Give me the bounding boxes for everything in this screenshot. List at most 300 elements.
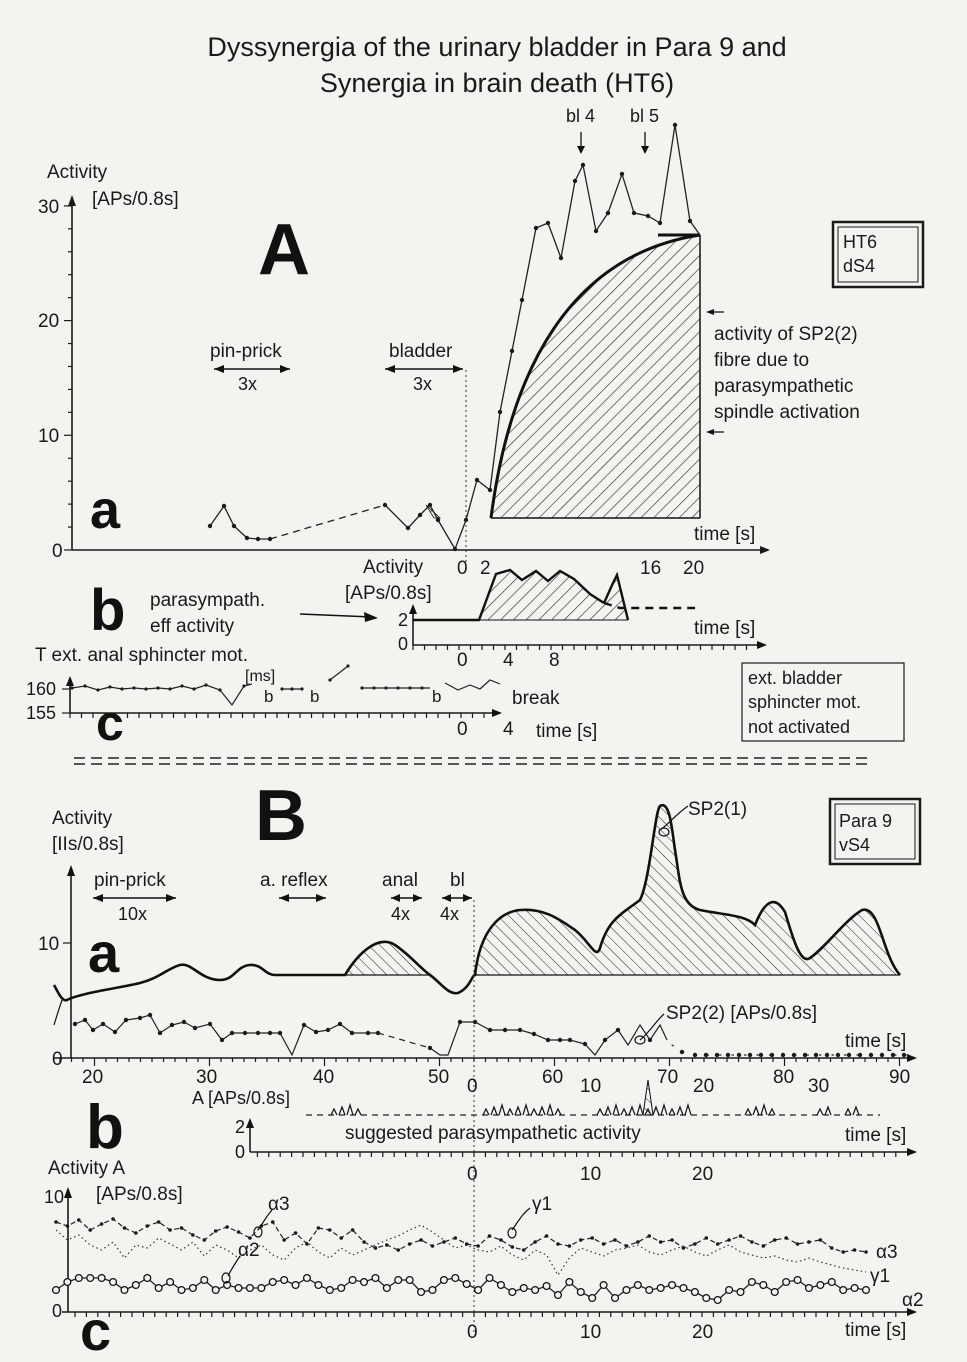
ba-data-point [230,1031,234,1035]
ba-data-point [737,1053,741,1057]
bc-alpha2-point [577,1289,584,1296]
bc-alpha2-point [509,1289,516,1296]
ac-box [742,663,904,741]
bc-alpha2-point [304,1275,311,1282]
bb-xtick-0: 0 [467,1164,478,1185]
bc-alpha2-point [178,1287,185,1294]
bc-alpha2-point [281,1277,288,1284]
bc-alpha3-point [362,1240,366,1244]
bb-spike [507,1109,513,1115]
aa-xtick-0: 0 [457,558,468,579]
aa-pinprick-arrow [214,365,290,373]
bc-alpha2-point [863,1287,870,1294]
ba-data-point [836,1053,840,1057]
bc-alpha3-point [659,1240,663,1244]
ba-data-point [314,1030,318,1034]
bc-alpha2-point [292,1282,299,1289]
bc-alpha3-point [453,1236,457,1240]
ba-xtick-30: 30 [196,1067,218,1088]
ac-data-point [180,684,183,687]
bc-alpha2-point [726,1287,733,1294]
ac-box-2: sphincter mot. [748,692,862,712]
separator [74,758,872,764]
ac-xtick-4: 4 [503,719,514,740]
bb-spike [853,1107,859,1115]
ba-data-point [268,1031,272,1035]
bc-alpha3-point [762,1244,766,1248]
bc-alpha3-point [385,1243,389,1247]
bc-alpha3-point [134,1231,138,1235]
ac-ytick-155: 155 [26,703,57,723]
ab-xtick-8: 8 [549,650,560,671]
ab-xtick-4: 4 [503,650,514,671]
ba-letter: a [88,921,120,984]
ba-data-point [704,1053,708,1057]
bb-spikes [331,1105,859,1115]
ba-data-point [138,1016,142,1020]
aa-bl5-label: bl 5 [630,106,660,126]
chart-ba [38,799,917,1335]
bc-alpha2-point [269,1279,276,1286]
ac-data-point [156,686,159,689]
bc-alpha3-point [830,1246,834,1250]
bb-spike [523,1105,529,1115]
bc-alpha3-point [511,1245,515,1249]
ba-data-point [726,1053,730,1057]
bc-alpha2-point [475,1287,482,1294]
ba-data-point [814,1053,818,1057]
bc-alpha3-point [727,1238,731,1242]
bc-alpha2-point [498,1282,505,1289]
bc-alpha2-point [543,1283,550,1290]
ba-data-point [458,1020,462,1024]
ba-data-point [715,1053,719,1057]
ba-xtick-50: 50 [428,1067,450,1088]
bc-alpha3-point [488,1234,492,1238]
ba-data-point [256,1031,260,1035]
ba-data-point [781,1053,785,1057]
bc-alpha3-point [317,1226,321,1230]
ba-ytick-10: 10 [38,934,60,955]
bc-alpha3-point [613,1238,617,1242]
title-line-1: Dyssynergia of the urinary bladder in Para 9 and [207,32,787,62]
aa-bl4-label: bl 4 [566,106,596,126]
ba-xtick-rel-0: 0 [467,1076,478,1097]
bc-alpha2-point [372,1275,379,1282]
ba-data-point [583,1042,587,1046]
aa-minor-ticks [64,206,72,550]
ba-data-point [891,1053,895,1057]
bc-alpha3-point [670,1238,674,1242]
bc-xtick-0: 0 [467,1322,478,1343]
bc-alpha3-point [339,1236,343,1240]
ba-anal-arrow [391,894,422,902]
bc-alpha2-point [383,1285,390,1292]
ba-data-point [803,1053,807,1057]
ac-box-3: not activated [748,717,851,737]
bb-spike [347,1105,353,1115]
ba-data-point [208,1022,212,1026]
panel-b-box-line1: Para 9 [839,811,893,831]
bc-alpha3-point [796,1242,800,1246]
aa-data-point [268,537,272,541]
ba-data-point [366,1031,370,1035]
ba-ytick-0: 0 [52,1049,63,1070]
bc-alpha3-point [328,1228,332,1232]
bc-alpha3-point [282,1238,286,1242]
ba-xtick-60: 60 [542,1067,564,1088]
bc-alpha2-point [155,1285,162,1292]
bc-alpha3-point [431,1244,435,1248]
bc-alpha2-point [771,1289,778,1296]
bb-spike [845,1109,851,1115]
bc-alpha3-point [579,1238,583,1242]
bc-alpha2-point [600,1282,607,1289]
ba-data-point [532,1032,536,1036]
bc-alpha3-point [556,1242,560,1246]
ac-xlabel: time [s] [536,721,598,742]
ba-data-point [83,1018,87,1022]
bc-alpha2-point [840,1287,847,1294]
panel-a-box-line1: HT6 [843,232,878,252]
bc-alpha3-point [442,1240,446,1244]
bc-xtick-10: 10 [580,1322,602,1343]
ba-pinprick-count: 10x [118,904,148,924]
aa-pinprick-count: 3x [238,374,258,394]
ba-data-point [759,1053,763,1057]
bb-spike [491,1107,497,1115]
ac-b-mark-2: b [310,687,320,706]
bb-spike [499,1105,505,1115]
aa-xtick-2: 2 [480,558,491,579]
bc-alpha2-point [64,1279,71,1286]
aa-data-point [418,513,422,517]
ba-data-point [518,1028,522,1032]
bc-alpha3-point [271,1220,275,1224]
bb-spike [661,1105,667,1115]
aa-pinprick-label: pin-prick [210,341,282,362]
aa-data-point [428,503,432,507]
ac-data-point [168,687,171,690]
bc-alpha2-point [714,1297,721,1304]
ba-data-point [193,1026,197,1030]
bc-alpha2-point [440,1277,447,1284]
ac-data-point [108,685,111,688]
bc-alpha2-point [201,1277,208,1284]
bc-alpha3-point [351,1228,355,1232]
bb-xtick-10: 10 [580,1164,602,1185]
bc-alpha2-point [326,1287,333,1294]
ba-data-point [243,1031,247,1035]
aa-data-point [453,547,457,551]
ba-data-point [376,1031,380,1035]
ba-ylabel-1: Activity [52,808,113,829]
ba-data-point [158,1031,162,1035]
bc-alpha2-label: α2 [238,1240,260,1261]
bb-spike [685,1105,691,1115]
ba-data-point [825,1053,829,1057]
bc-alpha2-point [566,1279,573,1286]
bc-xlabel: time [s] [845,1320,907,1341]
bb-spike [745,1109,751,1115]
ba-data-point [603,1038,607,1042]
ba-pinprick-arrow [93,894,176,902]
aa-data-point [632,211,636,215]
aa-data-point [658,221,662,225]
bc-alpha3-point [704,1236,708,1240]
bc-alpha3-point [214,1229,218,1233]
aa-data-point [256,537,260,541]
ac-label: T ext. anal sphincter mot. [35,645,248,666]
bc-alpha2-point [680,1285,687,1292]
bc-alpha3-point [168,1228,172,1232]
bc-alpha3-point [465,1242,469,1246]
bc-ylabel-2: [APs/0.8s] [96,1184,183,1205]
bc-alpha2-point [87,1275,94,1282]
bc-alpha3-point [408,1242,412,1246]
bc-alpha2-point [132,1282,139,1289]
ba-sp22-label: SP2(2) [APs/0.8s] [666,1003,818,1024]
bb-spike [515,1107,521,1115]
ac-data-point [120,687,123,690]
ac-data-point [70,686,73,689]
bc-alpha2-point [634,1282,641,1289]
aa-data-point [510,349,514,353]
aa-data-point [534,226,538,230]
ba-data-point [748,1053,752,1057]
bb-spike [669,1109,675,1115]
ba-ylabel-2: [IIs/0.8s] [52,834,124,855]
ab-xlabel: time [s] [694,618,756,639]
bc-alpha3-point [636,1240,640,1244]
aa-letter: a [90,480,121,540]
aa-data-point [436,518,440,522]
ab-letter: b [90,578,126,643]
bb-spike [339,1107,345,1115]
aa-annotation-2: fibre due to [714,350,810,371]
ba-data-point [91,1028,95,1032]
bc-ytick-10: 10 [44,1187,65,1207]
bc-alpha2-point [520,1285,527,1292]
bc-alpha3-point [545,1234,549,1238]
bc-alpha2-point [463,1281,470,1288]
bc-letter: c [80,1299,112,1362]
bc-alpha3-point [693,1242,697,1246]
bc-alpha3-point [396,1248,400,1252]
aa-data-point [222,504,226,508]
bb-letter: b [86,1093,124,1162]
bc-alpha2-point [235,1285,242,1292]
chart-bb [86,1080,917,1185]
aa-x-arrow [760,546,770,554]
ba-xtick-20: 20 [82,1067,104,1088]
aa-annotation [706,309,860,435]
ba-areflex-arrow [279,894,326,902]
bb-ytick-2: 2 [235,1117,246,1137]
aa-data-point [546,221,550,225]
ba-data-point [73,1022,77,1026]
aa-line-early [210,506,270,539]
ba-bl-count: 4x [440,904,460,924]
bc-alpha3-point [476,1244,480,1248]
ba-xtick-90: 90 [889,1067,911,1088]
bc-alpha2-point [589,1295,596,1302]
bc-ytick-0: 0 [52,1301,63,1321]
bc-alpha2-point [75,1275,82,1282]
bc-alpha2-point [703,1295,710,1302]
bc-alpha2-point [395,1277,402,1284]
ba-data-point [869,1053,873,1057]
aa-data-point [232,524,236,528]
ba-xtick-40: 40 [313,1067,335,1088]
bc-alpha2-point [646,1287,653,1294]
bc-alpha2-point [418,1289,425,1296]
bc-alpha3-point [773,1238,777,1242]
ab-ytick-2: 2 [398,610,409,630]
ab-ylabel-2: [APs/0.8s] [345,583,432,604]
ba-data-point [616,1028,620,1032]
panel-b-letter: B [255,776,307,856]
bl5-arrow-icon [641,132,649,154]
aa-ytick-30: 30 [38,197,60,218]
aa-data-point [606,211,610,215]
ab-label-1: parasympath. [150,590,266,611]
aa-data-point [383,503,387,507]
bc-alpha2-end-label: α2 [902,1290,924,1311]
bc-alpha2-point [212,1287,219,1294]
ba-data-point [302,1023,306,1027]
chart-aa [38,106,860,579]
ba-data-point [693,1053,697,1057]
bl4-arrow-icon [577,132,585,154]
aa-ytick-0: 0 [52,541,63,562]
bc-alpha2-point [806,1285,813,1292]
bc-alpha3-point [625,1244,629,1248]
aa-y-arrow [68,195,76,206]
bb-spike [539,1107,545,1115]
ba-data-point [680,1050,684,1054]
aa-data-point [594,229,598,233]
bb-spike [547,1105,553,1115]
ac-b-mark-1: b [264,687,274,706]
bc-alpha3-point [533,1240,537,1244]
bc-alpha2-point [760,1282,767,1289]
bc-alpha2-point [737,1289,744,1296]
ba-data-point [792,1053,796,1057]
aa-xtick-16: 16 [640,558,662,579]
ba-data-point [902,1053,906,1057]
bc-alpha2-point [121,1287,128,1294]
ba-xtick-70: 70 [657,1067,679,1088]
bc-alpha3-point [294,1231,298,1235]
bb-spike [331,1109,337,1115]
bc-alpha3-point [568,1244,572,1248]
bb-ytick-0: 0 [235,1142,246,1162]
bc-alpha3-point [88,1228,92,1232]
aa-data-point [688,219,692,223]
bc-alpha3-point [590,1236,594,1240]
bc-alpha2-point [612,1295,619,1302]
title-line-2: Synergia in brain death (HT6) [319,68,675,98]
ac-xtick-0: 0 [457,719,468,740]
panel-a-letter: A [258,210,310,290]
ba-data-point [473,1020,477,1024]
aa-ytick-10: 10 [38,426,60,447]
bc-gamma1-label: γ1 [532,1194,553,1215]
bc-alpha2-point [406,1277,413,1284]
panel-b-box-line2: vS4 [839,835,871,855]
bb-spike [355,1109,361,1115]
aa-annotation-4: spindle activation [714,402,860,423]
ba-data-point [101,1022,105,1026]
ac-data-point [144,687,147,690]
ba-data-point [220,1038,224,1042]
bc-gamma1-end-label: γ1 [870,1266,891,1287]
aa-bladder-arrow [385,365,463,373]
bc-alpha2-point [190,1285,197,1292]
bc-alpha2-point [110,1279,117,1286]
ba-data-point [546,1038,550,1042]
bc-gamma1-line [56,1225,866,1275]
bc-alpha3-point [305,1242,309,1246]
bc-alpha3-point [853,1248,857,1252]
bc-alpha3-point [123,1226,127,1230]
ba-data-point [858,1053,862,1057]
bc-alpha3-point [77,1218,81,1222]
ba-xtick-80: 80 [773,1067,795,1088]
ac-data-point [204,683,207,686]
ba-anal-label: anal [382,870,418,891]
bc-alpha2-point [144,1275,151,1282]
ba-bl-label: bl [450,870,465,891]
bb-spike [761,1105,767,1115]
bb-xlabel: time [s] [845,1125,907,1146]
ac-b-mark-3: b [432,687,442,706]
aa-data-point [559,256,563,260]
bc-alpha3-point [419,1238,423,1242]
bc-alpha3-point [66,1224,70,1228]
aa-data-point [208,524,212,528]
ba-data-point [278,1031,282,1035]
ac-data-point [132,686,135,689]
aa-xlabel: time [s] [694,524,756,545]
bc-alpha2-point [657,1285,664,1292]
ab-ylabel-1: Activity [363,557,424,578]
bc-alpha2-point [167,1279,174,1286]
bc-alpha3-point [225,1225,229,1229]
ab-label-2: eff activity [150,616,235,637]
bc-alpha3-point [784,1236,788,1240]
ba-data-point [880,1053,884,1057]
panel-a-box [833,222,923,287]
bb-spike [637,1105,643,1115]
aa-ytick-20: 20 [38,311,60,332]
bc-alpha2-point [794,1277,801,1284]
bc-alpha3-end-label: α3 [876,1242,898,1263]
ba-data-point [326,1028,330,1032]
ba-data-point [428,1046,432,1050]
aa-data-point [475,478,479,482]
aa-hatched-area [491,235,700,518]
ba-data-point [113,1030,117,1034]
bc-alpha3-point [180,1226,184,1230]
aa-dashed-gap [270,505,385,539]
bc-alpha3-point [807,1240,811,1244]
bb-spike [677,1107,683,1115]
bc-alpha2-point [361,1279,368,1286]
ba-sp22-line-1 [75,1015,378,1055]
aa-bladder-label: bladder [389,341,453,362]
